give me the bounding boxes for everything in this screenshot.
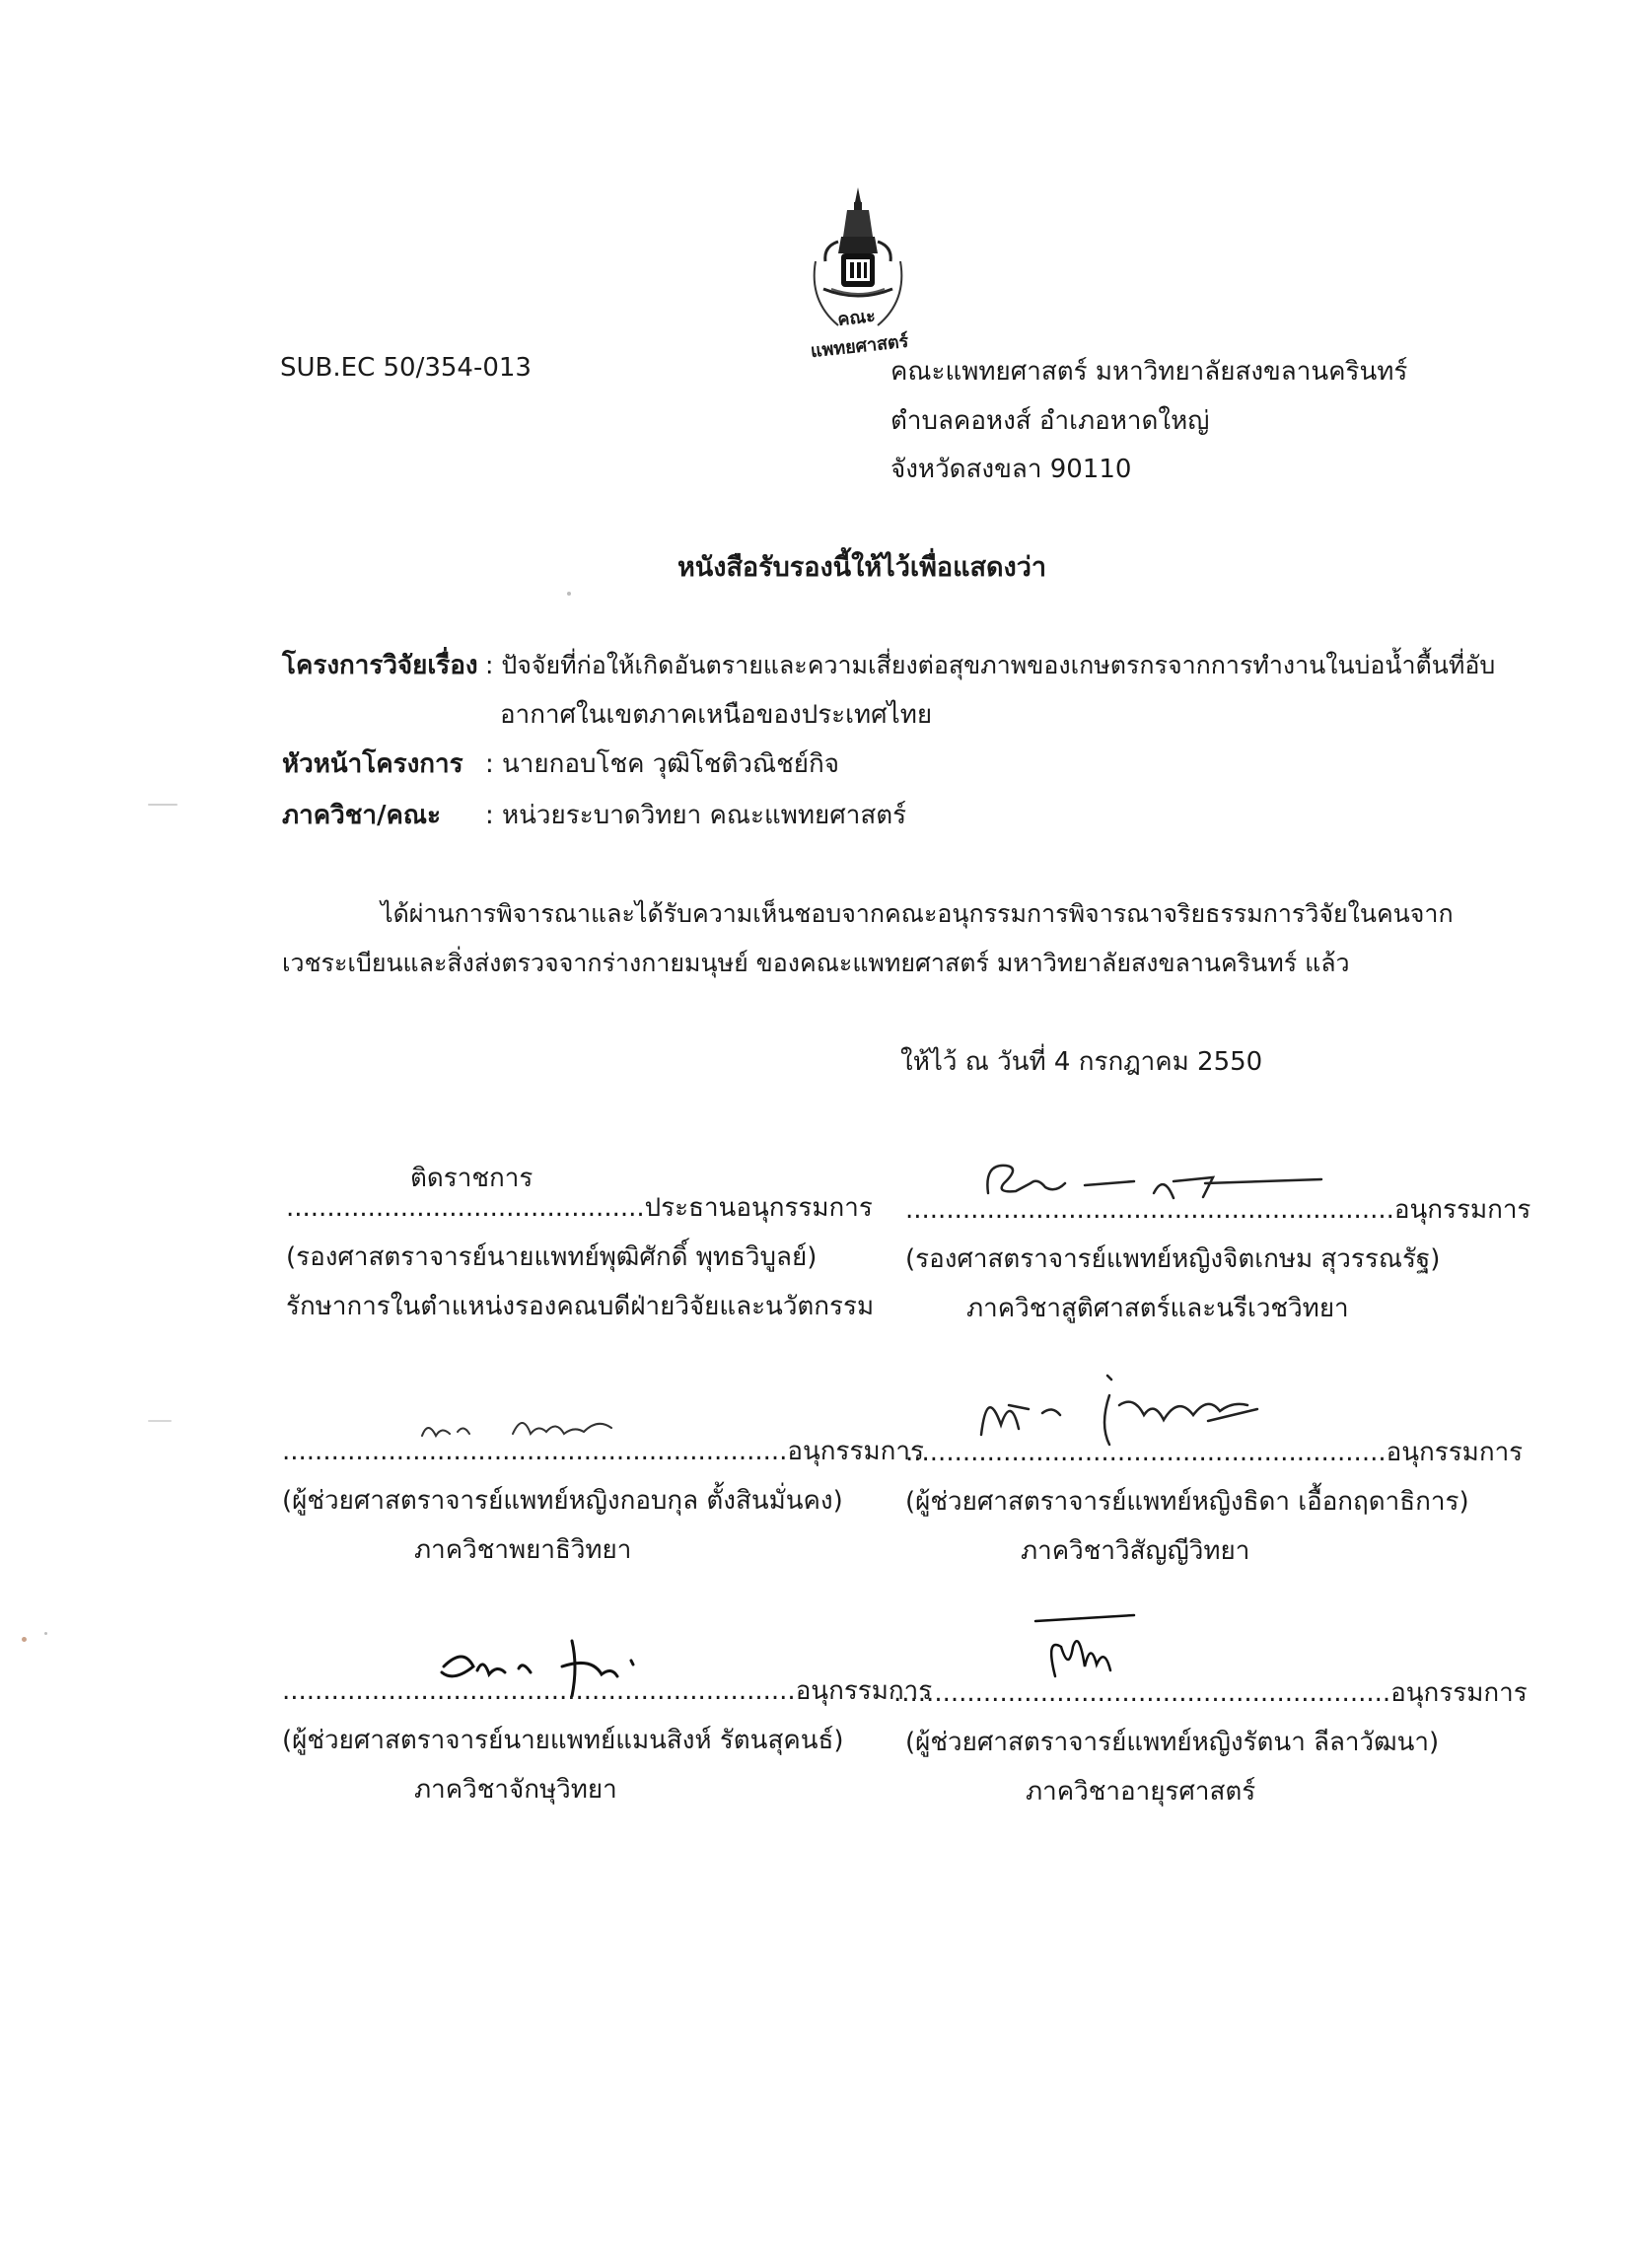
sig5-department: ภาควิชาจักษุวิทยา — [414, 1775, 617, 1805]
sig4-dots: ........................................................... — [905, 1438, 1387, 1467]
leader-value: : นายกอบโชค วุฒิโชติวณิชย์กิจ — [485, 749, 839, 779]
sig5-role: อนุกรรมการ — [795, 1676, 933, 1706]
sig1-line — [286, 1193, 873, 1224]
sig1-role: ประธานอนุกรรมการ — [644, 1193, 873, 1223]
sig6-dots: ............................................................. — [893, 1678, 1391, 1708]
sig5-line — [282, 1676, 932, 1707]
project-title-line-2: อากาศในเขตภาคเหนือของประเทศไทย — [500, 700, 933, 730]
sig2-role: อนุกรรมการ — [1393, 1195, 1531, 1225]
address-line-1: คณะแพทยศาสตร์ มหาวิทยาลัยสงขลานครินทร์ — [890, 357, 1408, 387]
body-line-1: ได้ผ่านการพิจารณาและได้รับความเห็นชอบจากคณะอนุกรรมการพิจารณาจริยธรรมการวิจัยในคนจาก — [381, 899, 1454, 928]
sig3-department: ภาควิชาพยาธิวิทยา — [414, 1535, 632, 1565]
scan-mark — [148, 804, 178, 806]
faculty-seal-logo — [784, 182, 932, 363]
sig6-name: (ผู้ช่วยศาสตราจารย์แพทย์หญิงรัตนา ลีลาวัฒนา) — [905, 1728, 1440, 1757]
reference-number: SUB.EC 50/354-013 — [280, 353, 532, 383]
sig4-department: ภาควิชาวิสัญญีวิทยา — [1021, 1536, 1250, 1566]
sig6-department: ภาควิชาอายุรศาสตร์ — [1026, 1777, 1256, 1807]
project-title-line-1: : ปัจจัยที่ก่อให้เกิดอันตรายและความเสี่ยงต่อสุขภาพของเกษตรกรจากการทำงานในบ่อน้ำตื้นที่อับ — [485, 651, 1496, 679]
sig5-name: (ผู้ช่วยศาสตราจารย์นายแพทย์แมนสิงห์ รัตนสุคนธ์) — [282, 1726, 844, 1755]
sig3-name: (ผู้ช่วยศาสตราจารย์แพทย์หญิงกอบกุล ตั้งสินมั่นคง) — [282, 1486, 843, 1516]
sig4-line — [905, 1438, 1523, 1468]
sig1-name: (รองศาสตราจารย์นายแพทย์พุฒิศักดิ์ พุทธวิบูลย์) — [286, 1242, 818, 1272]
scan-speck — [22, 1637, 27, 1642]
scan-speck — [44, 1632, 47, 1635]
sig1-dots: ............................................ — [286, 1193, 645, 1223]
sig1-position: รักษาการในตำแหน่งรองคณบดีฝ่ายวิจัยและนวัตกรรม — [286, 1292, 875, 1321]
sig4-name: (ผู้ช่วยศาสตราจารย์แพทย์หญิงธิดา เอื้อกฤดาธิการ) — [905, 1487, 1469, 1517]
sig1-away-note: ติดราชการ — [410, 1164, 534, 1193]
sig4-role: อนุกรรมการ — [1386, 1438, 1524, 1467]
project-label: โครงการวิจัยเรื่อง — [282, 651, 478, 680]
address-line-3: จังหวัดสงขลา 90110 — [890, 455, 1132, 484]
sig3-line — [282, 1437, 924, 1467]
sig2-dots: ............................................................ — [905, 1195, 1394, 1225]
certificate-title: หนังสือรับรองนี้ให้ไว้เพื่อแสดงว่า — [677, 552, 1047, 583]
seal-caption: คณะแพทยศาสตร์ — [809, 306, 910, 363]
department-value: : หน่วยระบาดวิทยา คณะแพทยศาสตร์ — [485, 801, 907, 830]
department-label: ภาควิชา/คณะ — [282, 801, 441, 830]
scan-mark — [148, 1420, 172, 1422]
leader-label: หัวหน้าโครงการ — [282, 749, 463, 779]
body-line-2: เวชระเบียนและสิ่งส่งตรวจจากร่างกายมนุษย์ ของคณะแพทยศาสตร์ มหาวิทยาลัยสงขลานครินทร์ แล้ว — [282, 949, 1350, 977]
sig6-line — [893, 1678, 1528, 1709]
scan-speck — [567, 592, 571, 596]
sig3-dots: .............................................................. — [282, 1437, 788, 1466]
sig5-dots: ............................................................... — [282, 1676, 796, 1706]
address-line-2: ตำบลคอหงส์ อำเภอหาดใหญ่ — [890, 406, 1210, 436]
sig2-department: ภาควิชาสูติศาสตร์และนรีเวชวิทยา — [966, 1294, 1349, 1323]
sig3-role: อนุกรรมการ — [787, 1437, 924, 1466]
sig2-name: (รองศาสตราจารย์แพทย์หญิงจิตเกษม สุวรรณรัฐ) — [905, 1244, 1441, 1274]
issue-date: ให้ไว้ ณ วันที่ 4 กรกฎาคม 2550 — [900, 1047, 1263, 1077]
sig6-role: อนุกรรมการ — [1390, 1678, 1528, 1708]
sig2-line — [905, 1195, 1530, 1226]
